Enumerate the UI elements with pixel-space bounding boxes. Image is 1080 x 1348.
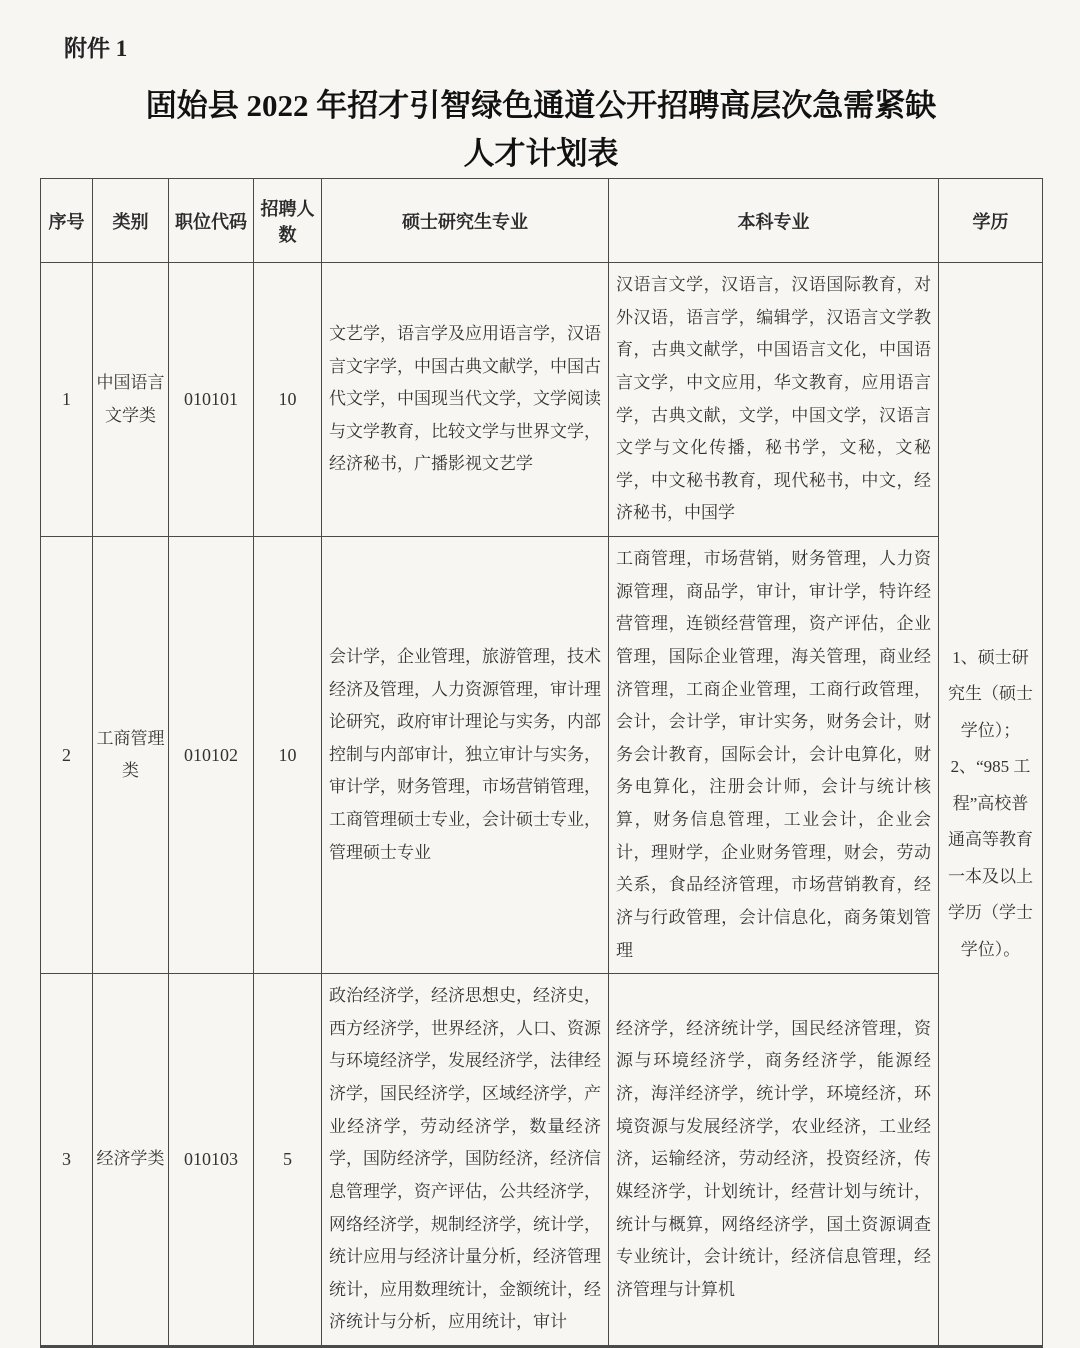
header-master-majors: 硕士研究生专业 bbox=[322, 179, 609, 263]
row3-master-majors: 政治经济学，经济思想史，经济史，西方经济学，世界经济，人口、资源与环境经济学，发展经济学，法律经济学，国民经济学，区域经济学，产业经济学，劳动经济学，数量经济学，国防经济学，国防经济，经济信息管理学，资产评估，公共经济学，网络经济学，规制经济学，统计学，统计应用与经济计量分析，经济管理统计，应用数理统计，金额统计，经济统计与分析，应用统计，审计 bbox=[322, 974, 609, 1347]
row3-bachelor-majors: 经济学，经济统计学，国民经济管理，资源与环境经济学，商务经济学，能源经济，海洋经济学，统计学，环境经济，环境资源与发展经济学，农业经济，工业经济，运输经济，劳动经济，投资经济，传媒经济学，计划统计，经营计划与统计，统计与概算，网络经济学，国土资源调查专业统计，会计统计，经济信息管理，经济管理与计算机 bbox=[609, 974, 939, 1347]
table-row bbox=[41, 537, 1043, 974]
recruitment-plan-table bbox=[40, 178, 1043, 1348]
row1-master-majors: 文艺学，语言学及应用语言学，汉语言文字学，中国古典文献学，中国古代文学，中国现当代文学，文学阅读与文学教育，比较文学与世界文学，经济秘书，广播影视文艺学 bbox=[322, 263, 609, 537]
row1-code: 010101 bbox=[169, 263, 254, 537]
row2-code: 010102 bbox=[169, 537, 254, 974]
table-row bbox=[41, 974, 1043, 1347]
page-title-line2: 人才计划表 bbox=[463, 136, 619, 172]
header-seq: 序号 bbox=[41, 179, 93, 263]
page-title-line1: 固始县 2022 年招才引智绿色通道公开招聘高层次急需紧缺 bbox=[145, 88, 937, 123]
row2-master-majors: 会计学，企业管理，旅游管理，技术经济及管理，人力资源管理，审计理论研究，政府审计理论与实务，内部控制与内部审计，独立审计与实务，审计学，财务管理，市场营销管理，工商管理硕士专业，会计硕士专业，管理硕士专业 bbox=[322, 537, 609, 974]
header-education: 学历 bbox=[939, 179, 1043, 263]
row2-bachelor-majors: 工商管理，市场营销，财务管理，人力资源管理，商品学，审计，审计学，特许经营管理，连锁经营管理，资产评估，企业管理，国际企业管理，海关管理，商业经济管理，工商企业管理，工商行政管理，会计，会计学，审计实务，财务会计，财务会计教育，国际会计，会计电算化，财务电算化，注册会计师，会计与统计核算，财务信息管理，工业会计，企业会计，理财学，企业财务管理，财会，劳动关系，食品经济管理，市场营销教育，经济与行政管理，会计信息化，商务策划管理 bbox=[609, 537, 939, 974]
row2-seq: 2 bbox=[41, 537, 93, 974]
table-row bbox=[41, 263, 1043, 537]
row1-bachelor-majors: 汉语言文学，汉语言，汉语国际教育，对外汉语，语言学，编辑学，汉语言文学教育，古典文献学，中国语言文化，中国语言文学，中文应用，华文教育，应用语言学，古典文献，文学，中国文学，汉语言文学与文化传播，秘书学，文秘，文秘学，中文秘书教育，现代秘书，中文，经济秘书，中国学 bbox=[609, 263, 939, 537]
row3-count: 5 bbox=[254, 974, 322, 1347]
header-bachelor-majors: 本科专业 bbox=[609, 179, 939, 263]
header-code: 职位代码 bbox=[169, 179, 254, 263]
row1-category: 中国语言文学类 bbox=[93, 263, 169, 537]
row3-code: 010103 bbox=[169, 974, 254, 1347]
attachment-label: 附件 1 bbox=[64, 36, 128, 61]
row2-count: 10 bbox=[254, 537, 322, 974]
header-category: 类别 bbox=[93, 179, 169, 263]
education-requirement-cell: 1、硕士研究生（硕士学位）；2、“985 工程”高校普通高等教育一本及以上学历（学士学位）。 bbox=[939, 263, 1043, 1347]
page-title bbox=[40, 82, 1042, 178]
table-header-row bbox=[41, 179, 1043, 263]
header-count: 招聘人数 bbox=[254, 179, 322, 263]
row2-category: 工商管理类 bbox=[93, 537, 169, 974]
row3-category: 经济学类 bbox=[93, 974, 169, 1347]
row3-seq: 3 bbox=[41, 974, 93, 1347]
row1-count: 10 bbox=[254, 263, 322, 537]
row1-seq: 1 bbox=[41, 263, 93, 537]
